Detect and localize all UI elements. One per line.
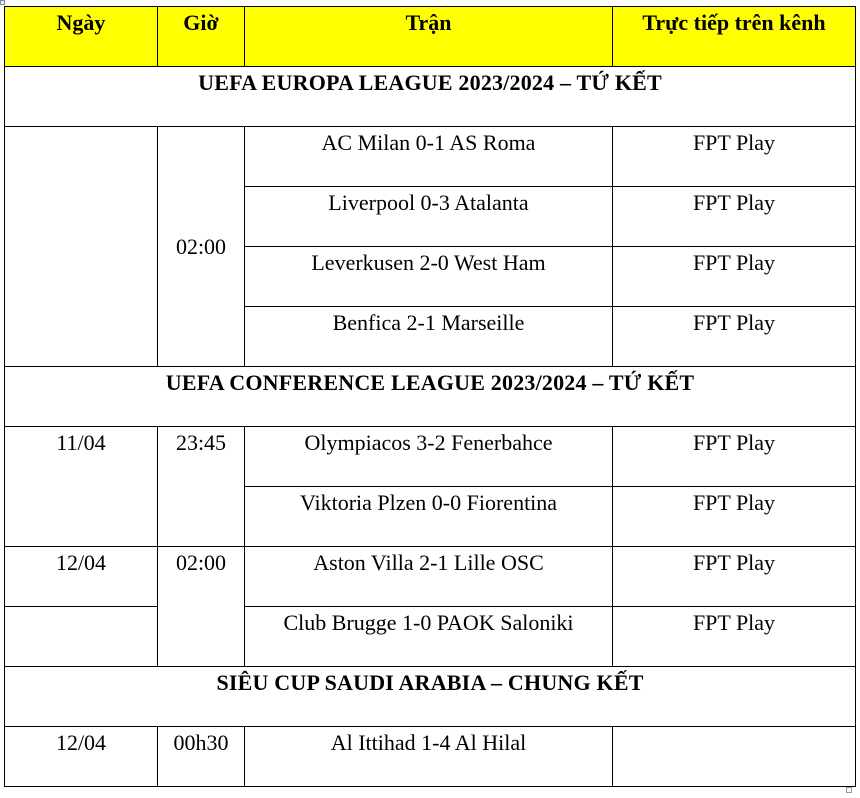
channel-cell xyxy=(613,727,856,787)
channel-cell: FPT Play xyxy=(613,307,856,367)
match-cell: Leverkusen 2-0 West Ham xyxy=(245,247,613,307)
channel-cell: FPT Play xyxy=(613,607,856,667)
match-cell: Liverpool 0-3 Atalanta xyxy=(245,187,613,247)
table-move-handle[interactable] xyxy=(0,0,5,5)
channel-cell: FPT Play xyxy=(613,487,856,547)
time-value: 02:00 xyxy=(175,233,227,259)
section-title-row xyxy=(5,667,856,727)
match-cell: Olympiacos 3-2 Fenerbahce xyxy=(245,427,613,487)
date-cell xyxy=(5,607,158,667)
match-cell: Benfica 2-1 Marseille xyxy=(245,307,613,367)
section-title-row xyxy=(5,367,856,427)
match-schedule-table xyxy=(4,6,856,787)
channel-cell: FPT Play xyxy=(613,427,856,487)
date-cell: 11/04 xyxy=(5,427,158,547)
time-cell: 02:00 xyxy=(158,547,245,667)
section-title-saudi-super-cup: SIÊU CUP SAUDI ARABIA – CHUNG KẾT xyxy=(5,667,856,727)
header-date: Ngày xyxy=(5,7,158,67)
channel-cell: FPT Play xyxy=(613,187,856,247)
table-row xyxy=(5,607,856,667)
time-cell: 00h30 xyxy=(158,727,245,787)
match-cell: AC Milan 0-1 AS Roma xyxy=(245,127,613,187)
match-cell: Viktoria Plzen 0-0 Fiorentina xyxy=(245,487,613,547)
header-time: Giờ xyxy=(158,7,245,67)
date-cell: 12/04 xyxy=(5,727,158,787)
channel-cell: FPT Play xyxy=(613,127,856,187)
time-cell: 23:45 xyxy=(158,427,245,547)
table-row xyxy=(5,547,856,607)
match-cell: Al Ittihad 1-4 Al Hilal xyxy=(245,727,613,787)
header-match: Trận xyxy=(245,7,613,67)
match-cell: Aston Villa 2-1 Lille OSC xyxy=(245,547,613,607)
table-header-row xyxy=(5,7,856,67)
table-row xyxy=(5,127,856,187)
table-resize-handle[interactable] xyxy=(846,787,852,793)
match-cell: Club Brugge 1-0 PAOK Saloniki xyxy=(245,607,613,667)
date-cell xyxy=(5,127,158,367)
table-row xyxy=(5,727,856,787)
date-cell: 12/04 xyxy=(5,547,158,607)
section-title-conference-league: UEFA CONFERENCE LEAGUE 2023/2024 – TỨ KẾT xyxy=(5,367,856,427)
channel-cell: FPT Play xyxy=(613,547,856,607)
channel-cell: FPT Play xyxy=(613,247,856,307)
section-title-europa-league: UEFA EUROPA LEAGUE 2023/2024 – TỨ KẾT xyxy=(5,67,856,127)
header-channel: Trực tiếp trên kênh xyxy=(613,7,856,67)
table-row xyxy=(5,427,856,487)
time-cell xyxy=(158,127,245,367)
section-title-row xyxy=(5,67,856,127)
